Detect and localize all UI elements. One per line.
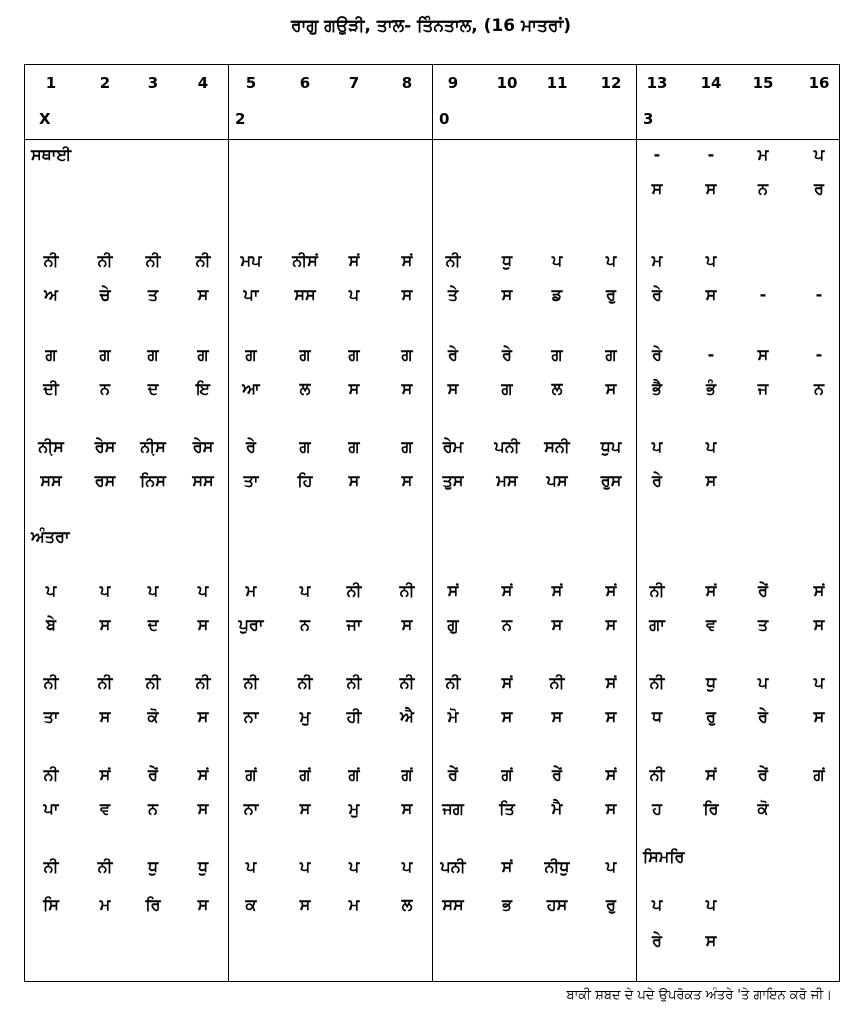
notation-cell: ਗਂ [813, 765, 825, 784]
notation-cell: ਗਂ [501, 765, 513, 784]
notation-cell: ਨੀ [243, 673, 259, 692]
notation-cell: ਨਾ [243, 707, 259, 726]
notation-cell: ਰੁ [706, 707, 716, 726]
notation-cell: ਪ [147, 581, 159, 600]
notation-cell: ਨੀ [195, 673, 211, 692]
notation-cell: ਗ [551, 345, 563, 364]
notation-cell: ਹੀ [346, 707, 362, 726]
beat-number: 2 [99, 74, 111, 92]
notation-cell: ਸ [705, 471, 717, 490]
notation-cell: ਸ [197, 895, 209, 914]
notation-cell: ਮੁ [348, 799, 360, 818]
notation-table [24, 64, 840, 982]
beat-number: 10 [496, 74, 518, 92]
notation-cell: ਰੇ [246, 437, 256, 456]
notation-cell: ਪ [197, 581, 209, 600]
notation-cell: ਹ [652, 799, 662, 818]
notation-cell: ਸਸ [192, 471, 214, 490]
notation-cell: ਸ [605, 615, 617, 634]
notation-cell: - [759, 285, 767, 304]
beat-number: 11 [546, 74, 568, 92]
notation-cell: ਪ [705, 437, 717, 456]
notation-cell: ਨੀਧੁ [544, 857, 570, 876]
notation-cell: ਹਿ [297, 471, 313, 490]
notation-cell: ਰੇਂ [148, 765, 158, 784]
beat-number: 7 [348, 74, 360, 92]
notation-cell: ਗ [245, 345, 257, 364]
notation-cell: ਰਿ [145, 895, 161, 914]
notation-cell: ਗੁ [447, 615, 459, 634]
notation-cell: ਨੀ [97, 857, 113, 876]
notation-cell: ਤ [147, 285, 159, 304]
notation-cell: - [653, 145, 661, 164]
notation-cell: ਮੁ [299, 707, 311, 726]
notation-cell: ਸ [651, 179, 663, 198]
notation-cell: ਮ [99, 895, 111, 914]
notation-cell: ਸਂ [501, 857, 513, 876]
notation-cell: ਸ [299, 895, 311, 914]
notation-cell: ਪ [605, 857, 617, 876]
notation-cell: ਧੁ [705, 673, 717, 692]
notation-cell: ਕ [245, 895, 257, 914]
notation-cell: ਨੀ [399, 673, 415, 692]
notation-cell: ਪ [245, 857, 257, 876]
notation-cell: ਮੋ [447, 707, 459, 726]
notation-cell: ਰੇਂ [758, 765, 768, 784]
notation-cell: ਰੇਂ [758, 581, 768, 600]
beat-number: 13 [646, 74, 668, 92]
notation-cell: ਪਨੀ [440, 857, 466, 876]
notation-cell: ਮ [757, 145, 769, 164]
notation-cell: ਪ [705, 895, 717, 914]
notation-cell: ਗਂ [245, 765, 257, 784]
notation-cell: ਸਂ [501, 581, 513, 600]
notation-cell: ਬੇ [46, 615, 56, 634]
beat-number: 16 [808, 74, 830, 92]
taali-mark: 0 [439, 110, 450, 128]
notation-cell: ਸਂ [813, 581, 825, 600]
notation-cell: ਸਿ [43, 895, 59, 914]
notation-cell: ਸ [551, 707, 563, 726]
notation-cell: ਤਾ [243, 471, 259, 490]
notation-cell: ਸਂ [605, 673, 617, 692]
notation-cell: ਸ [605, 707, 617, 726]
notation-cell: ਸ [757, 345, 769, 364]
vibhag-divider [432, 65, 433, 981]
notation-cell: ਨੀ [399, 581, 415, 600]
notation-cell: ਗਾ [649, 615, 665, 634]
notation-cell: ਪ [651, 895, 663, 914]
notation-cell: ਗ [299, 437, 311, 456]
beat-number: 8 [401, 74, 413, 92]
notation-cell: ਸਂ [551, 581, 563, 600]
notation-cell: ਸਂ [705, 581, 717, 600]
footer-note: ਬਾਕੀ ਸ਼ਬਦ ਦੇ ਪਦੇ ਉਪਰੋਕਤ ਅੰਤਰੇ 'ਤੇ ਗਾਇਨ ਕਰੋ ਜੀ। [566, 988, 832, 1003]
beat-number: 15 [752, 74, 774, 92]
notation-cell: ਨੀ [445, 251, 461, 270]
notation-cell: ਧ [651, 707, 663, 726]
notation-cell: ਵ [99, 799, 111, 818]
beat-number: 9 [447, 74, 459, 92]
notation-cell: ਰੇ [652, 285, 662, 304]
notation-cell: ਸਂ [197, 765, 209, 784]
notation-cell: ਸਸ [294, 285, 316, 304]
notation-cell: ਸ [705, 179, 717, 198]
beat-number: 6 [299, 74, 311, 92]
notation-cell: ਮ [348, 895, 360, 914]
notation-cell: ਸ [705, 285, 717, 304]
notation-cell: ਰੇਂ [552, 765, 562, 784]
notation-cell: ਕੋ [147, 707, 159, 726]
notation-cell: ਦੀ [43, 379, 59, 398]
notation-cell: ਸਂ [348, 251, 360, 270]
notation-cell: ਪ [551, 251, 563, 270]
notation-cell: ਸ [197, 799, 209, 818]
notation-cell: ਨੀ [346, 581, 362, 600]
notation-cell: ਸ [605, 379, 617, 398]
notation-cell: ਸ [401, 615, 413, 634]
taali-mark: 3 [643, 110, 654, 128]
notation-cell: ਨੀ [649, 581, 665, 600]
notation-cell: ਰੇਂ [448, 765, 458, 784]
notation-cell: ਨੀ਼ਸ [140, 437, 166, 456]
notation-cell: ਗ [401, 437, 413, 456]
notation-cell: ਪਨੀ [494, 437, 520, 456]
notation-cell: ਜਾ [346, 615, 362, 634]
notation-cell: ਗਂ [348, 765, 360, 784]
sthai-label: ਸਥਾਈ [31, 145, 72, 164]
notation-cell: ਲ [299, 379, 311, 398]
notation-cell: ਸ [705, 931, 717, 950]
notation-cell: ਸ [299, 799, 311, 818]
notation-cell: ਮ [245, 581, 257, 600]
notation-cell: ਨੀ [297, 673, 313, 692]
notation-cell: ਤਾ [43, 707, 59, 726]
notation-cell: ਸਸ [442, 895, 464, 914]
notation-cell: ਸ [99, 707, 111, 726]
notation-cell: ਸ [551, 615, 563, 634]
notation-cell: ਸ [401, 379, 413, 398]
notation-cell: ਜ [757, 379, 769, 398]
notation-cell: ਪਸ [546, 471, 568, 490]
notation-cell: ਮ [651, 251, 663, 270]
beat-number: 14 [700, 74, 722, 92]
notation-cell: ਗ [45, 345, 57, 364]
beat-number: 4 [197, 74, 209, 92]
notation-cell: ਸ [348, 471, 360, 490]
notation-cell: ਲ [401, 895, 413, 914]
notation-cell: ਗ [197, 345, 209, 364]
notation-cell: ਰੁਸ [600, 471, 622, 490]
notation-cell: ਲ [551, 379, 563, 398]
notation-cell: ਸਸ [40, 471, 62, 490]
notation-cell: ਸ [813, 707, 825, 726]
notation-cell: ਗ [501, 379, 513, 398]
notation-cell: ਰੇਸ [192, 437, 214, 456]
notation-cell: ਤ [757, 615, 769, 634]
notation-cell: ਕੋ [757, 799, 769, 818]
notation-cell: ਭ [502, 895, 512, 914]
notation-cell: - [707, 145, 715, 164]
notation-cell: ਮਸ [496, 471, 518, 490]
beat-number: 5 [245, 74, 257, 92]
notation-cell: ਨੀ [97, 673, 113, 692]
notation-cell: ਸ [501, 707, 513, 726]
notation-cell: ਪ [45, 581, 57, 600]
notation-cell: ਰੇ [758, 707, 768, 726]
notation-cell: ਨੀ [195, 251, 211, 270]
beat-number: 1 [45, 74, 57, 92]
notation-cell: ਪ [651, 437, 663, 456]
notation-cell: ਪ [348, 285, 360, 304]
notation-cell: ਰੇ [652, 471, 662, 490]
notation-cell: ਪ [605, 251, 617, 270]
notation-cell: ਰ [814, 179, 824, 198]
notation-cell: ਰੇ [652, 931, 662, 950]
notation-cell: ਨੀ਼ਸ [38, 437, 64, 456]
beat-number: 12 [600, 74, 622, 92]
notation-cell: ਰੇ [502, 345, 512, 364]
notation-cell: ਗਂ [299, 765, 311, 784]
notation-cell: ਸਂ [705, 765, 717, 784]
notation-cell: ਸਂ [605, 581, 617, 600]
notation-cell: ਧੁਪ [600, 437, 622, 456]
notation-cell: ਨੀ [97, 251, 113, 270]
notation-cell: ਗ [299, 345, 311, 364]
notation-cell: ਨੀ [43, 251, 59, 270]
notation-cell: ਰਿ [703, 799, 719, 818]
notation-cell: ਨੀ [649, 765, 665, 784]
notation-cell: ਸਂ [501, 673, 513, 692]
notation-cell: ਧੁ [197, 857, 209, 876]
antara-label: ਅੰਤਰਾ [31, 527, 70, 546]
notation-cell: ਵ [705, 615, 717, 634]
notation-cell: ਨ [299, 615, 310, 634]
notation-cell: ਸਂ [447, 581, 459, 600]
notation-cell: ਨੀ [43, 673, 59, 692]
notation-cell: ਨੀ [43, 857, 59, 876]
notation-cell: ਭੰ [706, 379, 716, 398]
notation-cell: ਤੇ [447, 285, 459, 304]
notation-cell: ਗ [401, 345, 413, 364]
notation-cell: ਸਂ [99, 765, 111, 784]
notation-cell: ਸ [605, 799, 617, 818]
notation-cell: ਪ [813, 673, 825, 692]
notation-cell: ਨੀ [43, 765, 59, 784]
header-divider [25, 139, 839, 140]
notation-cell: ਤਿ [499, 799, 515, 818]
notation-cell: ਪੁਰਾ [238, 615, 264, 634]
notation-cell: ਸਂ [605, 765, 617, 784]
notation-cell: ਪ [401, 857, 413, 876]
taali-mark: 2 [235, 110, 246, 128]
notation-cell: ਗ [348, 437, 360, 456]
notation-cell: ਤੁਸ [442, 471, 464, 490]
notation-cell: ਨੀ [145, 251, 161, 270]
notation-cell: ਪ [348, 857, 360, 876]
notation-cell: ਰੇਸ [94, 437, 116, 456]
notation-cell: ਨਿਸ [140, 471, 166, 490]
notation-cell: ਰੁ [606, 895, 616, 914]
notation-cell: ਪ [813, 145, 825, 164]
notation-cell: ਨੀ [549, 673, 565, 692]
notation-cell: ਇ [196, 379, 210, 398]
notation-cell: ਗਂ [401, 765, 413, 784]
notation-cell: ਦ [147, 615, 159, 634]
beat-number: 3 [147, 74, 159, 92]
notation-cell: ਹਸ [546, 895, 568, 914]
notation-cell: ਸ [197, 615, 209, 634]
notation-cell: ਸ [401, 471, 413, 490]
notation-cell: ਆ [242, 379, 260, 398]
vibhag-divider [228, 65, 229, 981]
notation-cell: ਮੈ [551, 799, 563, 818]
notation-cell: ਨੀ [145, 673, 161, 692]
notation-cell: ਸ [401, 285, 413, 304]
notation-cell: ਸ [813, 615, 825, 634]
notation-cell: ਪ [299, 857, 311, 876]
notation-cell: ਜਗ [442, 799, 464, 818]
notation-cell: ਅ [44, 285, 58, 304]
notation-cell: ਦ [147, 379, 159, 398]
notation-cell: ਐ [400, 707, 414, 726]
notation-cell: ਸ [348, 379, 360, 398]
notation-cell: ਚੇ [99, 285, 111, 304]
notation-cell: ਧੁ [501, 251, 513, 270]
notation-cell: ਪਾ [243, 285, 259, 304]
notation-cell: ਗ [348, 345, 360, 364]
notation-cell: ਡ [551, 285, 563, 304]
taali-mark: X [39, 110, 51, 128]
notation-cell: ਸ [401, 799, 413, 818]
notation-cell: ਨੀ [649, 673, 665, 692]
notation-cell: ਨੀਸਂ [292, 251, 318, 270]
notation-cell: ਨਾ [243, 799, 259, 818]
notation-cell: ਰੇਮ [442, 437, 464, 456]
notation-cell: ਸਨੀ [544, 437, 570, 456]
notation-cell: ਪਾ [43, 799, 59, 818]
notation-cell: ਸ [99, 615, 111, 634]
notation-cell: ਰੇ [448, 345, 458, 364]
notation-cell: ਸ [501, 285, 513, 304]
notation-cell: ਨ [147, 799, 158, 818]
notation-cell: ਗ [605, 345, 617, 364]
notation-cell: ਨ [99, 379, 110, 398]
vibhag-divider [636, 65, 637, 981]
notation-cell: ਪ [99, 581, 111, 600]
notation-cell: ਧੁ [147, 857, 159, 876]
notation-cell: ਰਸ [94, 471, 116, 490]
notation-cell: - [815, 345, 823, 364]
notation-cell: ਨ [757, 179, 768, 198]
notation-cell: ਪ [757, 673, 769, 692]
notation-cell: ਗ [147, 345, 159, 364]
notation-cell: ਸ [447, 379, 459, 398]
notation-cell: - [707, 345, 715, 364]
notation-cell: ਨੀ [346, 673, 362, 692]
notation-cell: ਪ [299, 581, 311, 600]
notation-cell: ਰੁ [606, 285, 616, 304]
notation-cell: ਨੀ [445, 673, 461, 692]
simar-label: ਸਿਮਰਿ [643, 847, 685, 866]
page-title: ਰਾਗੁ ਗਉੜੀ, ਤਾਲ- ਤਿੰਨਤਾਲ, (16 ਮਾਤਰਾਂ) [290, 16, 572, 36]
notation-cell: ਗ [99, 345, 111, 364]
notation-cell: - [815, 285, 823, 304]
notation-cell: ਭੈ [652, 379, 662, 398]
notation-cell: ਸ [197, 285, 209, 304]
notation-cell: ਨ [501, 615, 512, 634]
notation-cell: ਮਪ [240, 251, 262, 270]
notation-cell: ਪ [705, 251, 717, 270]
notation-cell: ਰੇ [652, 345, 662, 364]
notation-cell: ਸ [197, 707, 209, 726]
notation-cell: ਸਂ [401, 251, 413, 270]
notation-cell: ਨ [813, 379, 824, 398]
